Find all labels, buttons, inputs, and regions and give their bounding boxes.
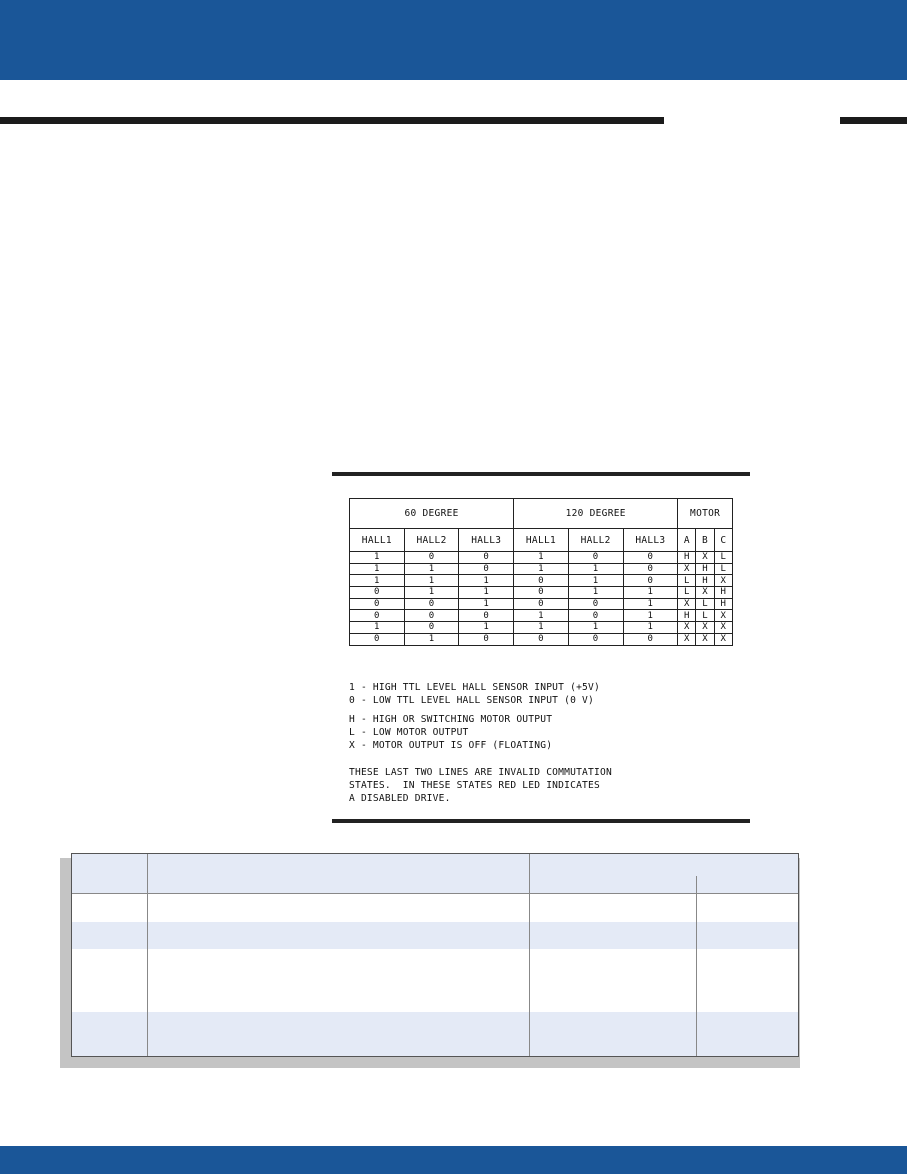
table-cell: 0 xyxy=(404,610,459,622)
table-cell: 1 xyxy=(404,563,459,575)
table-cell: 1 xyxy=(350,563,405,575)
commutation-table xyxy=(349,498,733,646)
table-row xyxy=(72,949,798,1012)
table-cell: 1 xyxy=(514,622,569,634)
table-cell: 1 xyxy=(459,622,514,634)
table-cell: 1 xyxy=(623,610,678,622)
table-cell: H xyxy=(678,552,696,564)
group-120-degree: 120 DEGREE xyxy=(514,499,678,529)
header-rule-right xyxy=(840,117,907,124)
table-cell: L xyxy=(678,587,696,599)
table-cell: 1 xyxy=(623,622,678,634)
group-60-degree: 60 DEGREE xyxy=(350,499,514,529)
figure-bottom-rule xyxy=(332,819,750,823)
table-cell: 1 xyxy=(350,622,405,634)
table-cell: 1 xyxy=(623,598,678,610)
spec-table-header xyxy=(72,854,798,894)
table-cell: 0 xyxy=(514,633,569,645)
table-cell: 0 xyxy=(568,610,623,622)
table-cell: 0 xyxy=(459,563,514,575)
table-cell: 1 xyxy=(404,587,459,599)
hall-legend: 1 - HIGH TTL LEVEL HALL SENSOR INPUT (+5V) 0 - LOW TTL LEVEL HALL SENSOR INPUT (0 V) xyxy=(349,682,600,707)
table-row xyxy=(350,610,733,622)
table-cell: 1 xyxy=(514,563,569,575)
table-cell: L xyxy=(714,552,732,564)
table-cell: X xyxy=(714,610,732,622)
header-rule-left xyxy=(0,117,664,124)
table-cell: X xyxy=(696,587,714,599)
table-cell: H xyxy=(678,610,696,622)
table-cell: X xyxy=(678,598,696,610)
table-row xyxy=(350,575,733,587)
table-cell: 1 xyxy=(514,552,569,564)
table-cell: 1 xyxy=(459,587,514,599)
table-cell: 0 xyxy=(459,610,514,622)
table-cell: 0 xyxy=(568,633,623,645)
table-cell: 1 xyxy=(404,633,459,645)
table-cell: H xyxy=(714,587,732,599)
table-cell: 1 xyxy=(568,622,623,634)
table-cell: X xyxy=(714,622,732,634)
table-row xyxy=(350,633,733,645)
table-row xyxy=(350,563,733,575)
table-cell: X xyxy=(678,563,696,575)
invalid-states-note: THESE LAST TWO LINES ARE INVALID COMMUTATION STATES. IN THESE STATES RED LED INDICATES A DISABLED DRIVE. xyxy=(349,767,612,805)
table-cell: 0 xyxy=(350,587,405,599)
col-hall1-60: HALL1 xyxy=(350,529,405,552)
table-cell: 1 xyxy=(459,575,514,587)
table-cell: X xyxy=(696,552,714,564)
table-cell: 1 xyxy=(514,610,569,622)
table-cell: 0 xyxy=(568,552,623,564)
table-cell: 0 xyxy=(350,598,405,610)
table-cell: 0 xyxy=(459,552,514,564)
table-cell: 0 xyxy=(404,552,459,564)
column-divider xyxy=(529,854,530,1056)
motor-legend: H - HIGH OR SWITCHING MOTOR OUTPUT L - LOW MOTOR OUTPUT X - MOTOR OUTPUT IS OFF (FLOATING) xyxy=(349,714,553,752)
table-cell: 0 xyxy=(404,598,459,610)
table-cell: X xyxy=(714,575,732,587)
table-row xyxy=(72,1012,798,1056)
table-cell: X xyxy=(696,622,714,634)
footer-band xyxy=(0,1146,907,1174)
table-cell: 1 xyxy=(404,575,459,587)
column-divider xyxy=(147,854,148,1056)
table-cell: 0 xyxy=(404,622,459,634)
table-cell: 0 xyxy=(623,633,678,645)
header-band xyxy=(0,0,907,80)
table-row xyxy=(72,894,798,922)
table-cell: L xyxy=(678,575,696,587)
table-cell: 0 xyxy=(623,575,678,587)
table-cell: L xyxy=(696,610,714,622)
table-cell: 0 xyxy=(514,587,569,599)
table-cell: H xyxy=(714,598,732,610)
table-cell: L xyxy=(696,598,714,610)
table-cell: 1 xyxy=(568,563,623,575)
table-cell: 0 xyxy=(514,598,569,610)
spec-table xyxy=(71,853,799,1057)
col-motor-a: A xyxy=(678,529,696,552)
figure-top-rule xyxy=(332,472,750,476)
group-motor: MOTOR xyxy=(678,499,733,529)
table-cell: 1 xyxy=(568,587,623,599)
table-row xyxy=(350,622,733,634)
table-cell: 1 xyxy=(568,575,623,587)
col-hall2-120: HALL2 xyxy=(568,529,623,552)
col-motor-b: B xyxy=(696,529,714,552)
commutation-figure xyxy=(332,472,750,824)
table-cell: X xyxy=(714,633,732,645)
table-cell: 1 xyxy=(623,587,678,599)
table-row xyxy=(350,552,733,564)
table-cell: 0 xyxy=(514,575,569,587)
column-divider xyxy=(696,876,697,1056)
col-hall1-120: HALL1 xyxy=(514,529,569,552)
table-cell: 1 xyxy=(350,552,405,564)
col-motor-c: C xyxy=(714,529,732,552)
table-cell: 0 xyxy=(350,633,405,645)
col-hall3-60: HALL3 xyxy=(459,529,514,552)
table-cell: 1 xyxy=(350,575,405,587)
table-cell: 0 xyxy=(568,598,623,610)
table-cell: X xyxy=(696,633,714,645)
col-hall2-60: HALL2 xyxy=(404,529,459,552)
table-row xyxy=(350,598,733,610)
table-cell: 0 xyxy=(623,552,678,564)
table-row xyxy=(350,587,733,599)
table-cell: 0 xyxy=(350,610,405,622)
table-cell: X xyxy=(678,633,696,645)
table-cell: 0 xyxy=(623,563,678,575)
table-row xyxy=(72,922,798,949)
table-cell: 0 xyxy=(459,633,514,645)
col-hall3-120: HALL3 xyxy=(623,529,678,552)
table-cell: X xyxy=(678,622,696,634)
table-cell: 1 xyxy=(459,598,514,610)
table-cell: L xyxy=(714,563,732,575)
table-cell: H xyxy=(696,575,714,587)
table-cell: H xyxy=(696,563,714,575)
